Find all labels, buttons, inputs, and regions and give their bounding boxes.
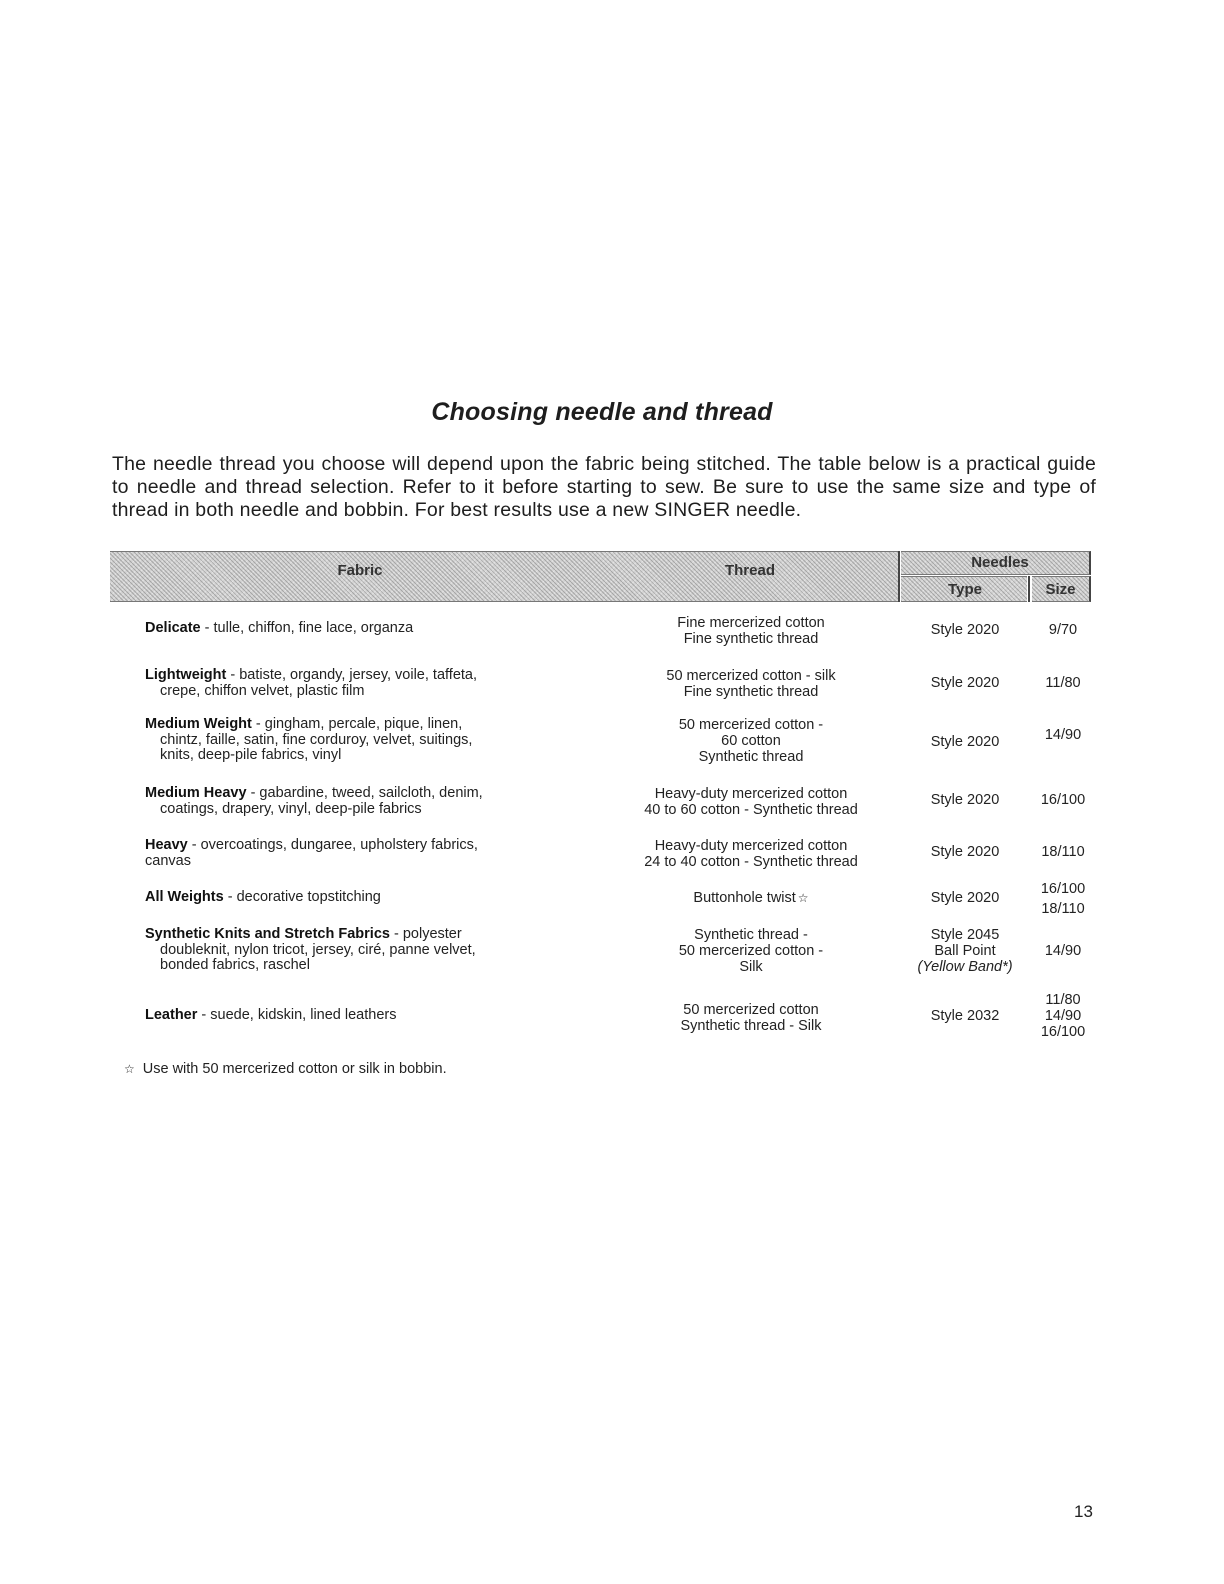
intro-paragraph: The needle thread you choose will depend upon the fabric being stitched. The table below is a practical guide to needle and thread selection. Refer to it before starting to sew. Be sure to use the same size and type of thread in both needle and bobbin. For best results use a new SINGER needle. [112,453,1096,521]
table-row-size: 14/90 [1044,943,1082,959]
footnote: ☆ Use with 50 mercerized cotton or silk in bobbin. [124,1061,447,1077]
table-row-type: Style 2032 [930,1008,1000,1024]
table-row-fabric: Heavy - overcoatings, dungaree, upholstery fabrics, canvas [145,837,478,869]
header-thread: Thread [724,562,775,579]
table-row-type: Style 2020 [930,890,1000,906]
table-row-size: 11/80 14/90 16/100 [1040,992,1086,1040]
table-row-thread: Fine mercerized cotton Fine synthetic thread [677,615,825,647]
table-row-thread: Synthetic thread - 50 mercerized cotton - Silk [678,927,824,975]
table-row-type: Style 2020 [930,792,1000,808]
table-row-thread: 50 mercerized cotton - silk Fine synthetic thread [666,668,836,700]
table-row-fabric: All Weights - decorative topstitching [145,889,381,905]
table-row-thread: 50 mercerized cotton - 60 cotton Synthetic thread [678,717,824,765]
table-row-fabric: Medium Heavy - gabardine, tweed, sailcloth, denim, coatings, drapery, vinyl, deep-pile fabrics [145,785,483,817]
table-row-size: 16/100 [1040,792,1086,808]
table-row-size: 11/80 [1045,675,1081,691]
star-icon: ☆ [124,1062,135,1076]
table-row-fabric: Delicate - tulle, chiffon, fine lace, organza [145,620,414,636]
table-row-type: Style 2020 [930,844,1000,860]
table-row-thread: 50 mercerized cotton Synthetic thread - Silk [680,1002,822,1034]
table-row-thread: Heavy-duty mercerized cotton 40 to 60 cotton - Synthetic thread [644,786,858,818]
table-row-size: 9/70 [1048,622,1078,638]
header-divider [898,551,900,602]
table-row-fabric: Leather - suede, kidskin, lined leathers [145,1007,397,1023]
page-number: 13 [1074,1502,1093,1521]
table-row-size: 14/90 [1044,727,1082,743]
star-icon: ☆ [797,891,809,905]
header-size: Size [1045,581,1076,598]
table-row-type: Style 2020 [930,675,1000,691]
table-row-type: Style 2020 [930,622,1000,638]
table-row-size: 16/100 18/110 [1040,881,1086,917]
table-row-fabric: Synthetic Knits and Stretch Fabrics - polyester doubleknit, nylon tricot, jersey, ciré, panne velvet, bonded fabrics, raschel [145,926,476,973]
page-title: Choosing needle and thread [431,398,773,426]
table-row-thread: Heavy-duty mercerized cotton 24 to 40 cotton - Synthetic thread [644,838,858,870]
header-needles: Needles [971,554,1029,571]
table-row-thread: Buttonhole twist ☆ [693,890,809,906]
table-row-fabric: Lightweight - batiste, organdy, jersey, voile, taffeta, crepe, chiffon velvet, plastic film [145,667,478,699]
table-row-type: Style 2045 Ball Point (Yellow Band*) [917,927,1013,975]
table-row-type: Style 2020 [930,734,1000,750]
header-type: Type [948,581,982,598]
table-row-size: 18/110 [1041,844,1085,860]
table-row-fabric: Medium Weight - gingham, percale, pique, linen, chintz, faille, satin, fine corduroy, velvet, suitings, knits, deep-pile fabrics, vinyl [145,716,473,763]
header-fabric: Fabric [337,562,383,579]
header-subdivider [1028,576,1030,602]
